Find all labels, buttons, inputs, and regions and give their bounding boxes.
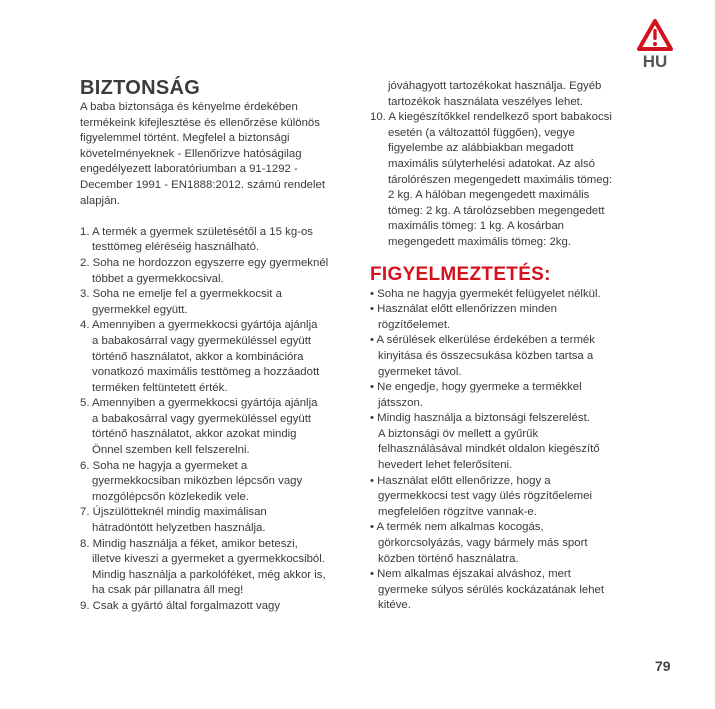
safety-list-continued bbox=[370, 110, 650, 250]
bullet-item: • A sérülések elkerülése érdekében a termék kinyitása és összecsukása közben tartsa a gyermeket távol. bbox=[370, 334, 595, 378]
list-item: 1. A termék a gyermek születésétől a 15 kg-os testtömeg eléréséig használható. bbox=[80, 225, 313, 254]
list-item: 7. Újszülötteknél mindig maximálisan hátradöntött helyzetben használja. bbox=[80, 506, 267, 535]
bullet-item: • Ne engedje, hogy gyermeke a termékkel játsszon. bbox=[370, 381, 582, 409]
safety-section bbox=[80, 76, 365, 615]
safety-list bbox=[80, 225, 365, 615]
page-number: 79 bbox=[655, 658, 671, 674]
warning-triangle-icon bbox=[636, 18, 674, 52]
bullet-item: • A termék nem alkalmas kocogás, görkorcsolyázás, vagy bármely más sport közben történő használatra. bbox=[370, 521, 588, 565]
warning-title: FIGYELMEZTETÉS: bbox=[370, 263, 551, 285]
list-item: 3. Soha ne emelje fel a gyermekkocsit a gyermekkel együtt. bbox=[80, 288, 282, 316]
list-item: 5. Amennyiben a gyermekkocsi gyártója ajánlja a babakosárral vagy gyermeküléssel együtt történő használatot, akkor azokat mindig Önnel szemben kell felszerelni. bbox=[80, 397, 318, 457]
language-badge bbox=[632, 18, 678, 71]
language-code: HU bbox=[642, 52, 668, 71]
list-item: 9. Csak a gyártó által forgalmazott vagy bbox=[80, 600, 281, 612]
list-item: 6. Soha ne hagyja a gyermeket a gyermekkocsiban miközben lépcsőn vagy mozgólépcsőn közlekedik vele. bbox=[80, 459, 303, 503]
safety-intro: A baba biztonsága és kényelme érdekében termékeink kifejlesztése és ellenőrzése különös figyelemmel történt. Megfelel a biztonsági követelményeknek - Ellenőrizve hatóságilag engedélyezett laboratóriumban a 91-1292 - December 1991 - EN1888:2012. számú rendelet alapján. bbox=[80, 101, 326, 207]
list-item-continuation: jóváhagyott tartozékokat használja. Egyéb tartozékok használata veszélyes lehet. bbox=[388, 80, 602, 108]
bullet-item: • Soha ne hagyja gyermekét felügyelet nélkül. bbox=[370, 287, 601, 300]
right-column bbox=[370, 79, 650, 614]
list-item: 10. A kiegészítőkkel rendelkező sport babakocsi esetén (a változattól függően), vegye figyelembe az alábbiakban megadott maximális súlyterhelési adatokat. Az alsó tárolórészen megengedett maximális tömeg: 2 kg. A hálóban megengedett maximális tömeg: 2 kg. A tárolózsebben megengedett maximális tömeg: 1 kg. A kosárban megengedett maximális tömeg: 2kg. bbox=[370, 111, 613, 248]
bullet-item: • Mindig használja a biztonsági felszerelést. A biztonsági öv mellett a gyűrűk felhasználásával mindkét oldalon kiegészítő hevedert lehet felerősíteni. bbox=[370, 412, 600, 472]
list-item: 4. Amennyiben a gyermekkocsi gyártója ajánlja a babakosárral vagy gyermeküléssel együtt történő használatot, akkor a kombinációra vonatkozó maximális testtömeg a hozzáadott terméken feltüntetett érték. bbox=[80, 319, 320, 394]
bullet-item: • Használat előtt ellenőrizze, hogy a gyermekkocsi test vagy ülés rögzítőelemei megfelelően rögzítve vannak-e. bbox=[370, 474, 592, 518]
list-item: 2. Soha ne hordozzon egyszerre egy gyermeknél többet a gyermekkocsival. bbox=[80, 256, 329, 285]
warning-list bbox=[370, 287, 650, 614]
safety-title: BIZTONSÁG bbox=[80, 77, 201, 99]
bullet-item: • Használat előtt ellenőrizzen minden rögzítőelemet. bbox=[370, 303, 557, 331]
list-item: 8. Mindig használja a féket, amikor beteszi, illetve kiveszi a gyermeket a gyermekkocsiból. Mindig használja a parkolóféket, még akkor is, ha csak pár pillanatra áll meg! bbox=[80, 537, 326, 597]
bullet-item: • Nem alkalmas éjszakai alváshoz, mert gyermeke súlyos sérülés kockázatának lehet kitéve. bbox=[370, 568, 605, 612]
